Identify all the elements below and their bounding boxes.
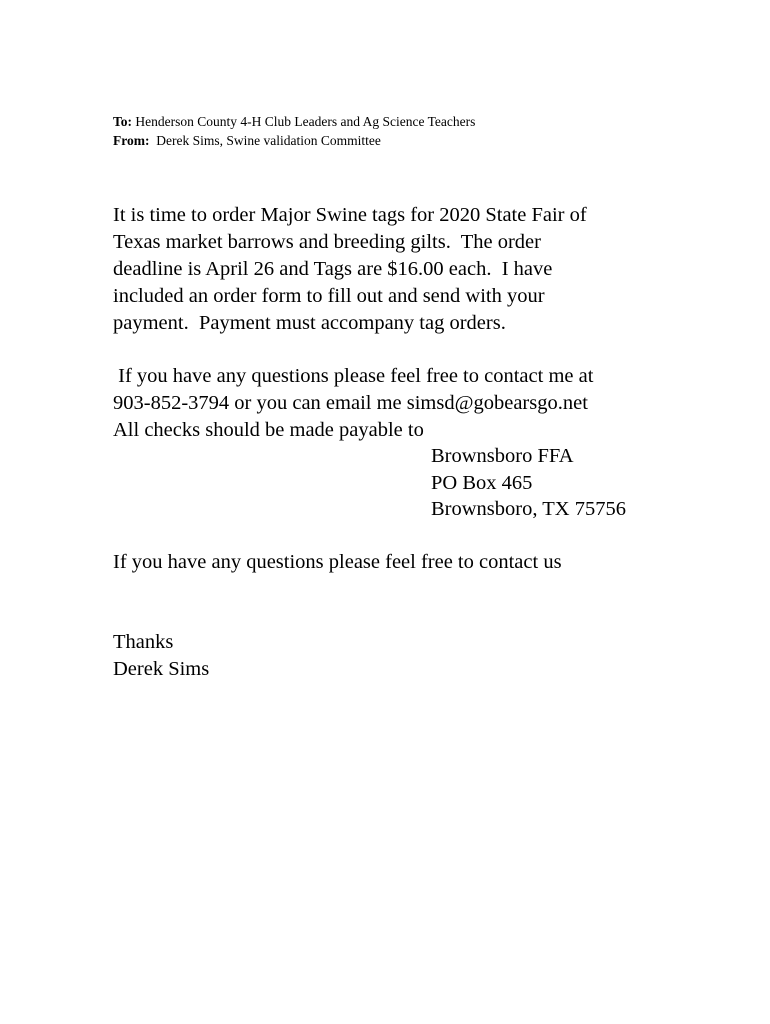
address-line: Brownsboro, TX 75756	[431, 498, 626, 520]
address-line: PO Box 465	[431, 471, 533, 494]
memo-to-label: To:	[113, 114, 133, 129]
paragraph-line: deadline is April 26 and Tags are $16.00 each. I have	[113, 258, 553, 280]
memo-from-label: From:	[113, 133, 150, 148]
closing-paragraph	[113, 549, 562, 576]
memo-header	[113, 112, 475, 150]
address-line: Brownsboro FFA	[431, 445, 574, 467]
memo-to-value: Henderson County 4-H Club Leaders and Ag Science Teachers	[132, 114, 476, 129]
contact-paragraph	[113, 363, 593, 444]
paragraph-line: It is time to order Major Swine tags for 2020 State Fair of	[113, 204, 587, 226]
paragraph-line: Texas market barrows and breeding gilts. The order	[113, 231, 541, 253]
paragraph-line: If you have any questions please feel free to contact me at	[113, 365, 594, 387]
signoff-closing: Thanks	[113, 631, 174, 653]
paragraph-line: payment. Payment must accompany tag orders.	[113, 312, 506, 334]
paragraph-line: included an order form to fill out and send with your	[113, 285, 545, 307]
memo-from-value: Derek Sims, Swine validation Committee	[149, 133, 381, 148]
paragraph-line: If you have any questions please feel free to contact us	[113, 551, 562, 573]
order-paragraph	[113, 202, 587, 337]
payee-address	[431, 443, 626, 523]
signoff	[113, 629, 209, 683]
memo-to-line	[113, 112, 475, 131]
memo-from-line	[113, 131, 475, 150]
paragraph-line: 903-852-3794 or you can email me simsd@gobearsgo.net	[113, 392, 588, 414]
paragraph-line: All checks should be made payable to	[113, 419, 424, 441]
signoff-name: Derek Sims	[113, 658, 210, 680]
